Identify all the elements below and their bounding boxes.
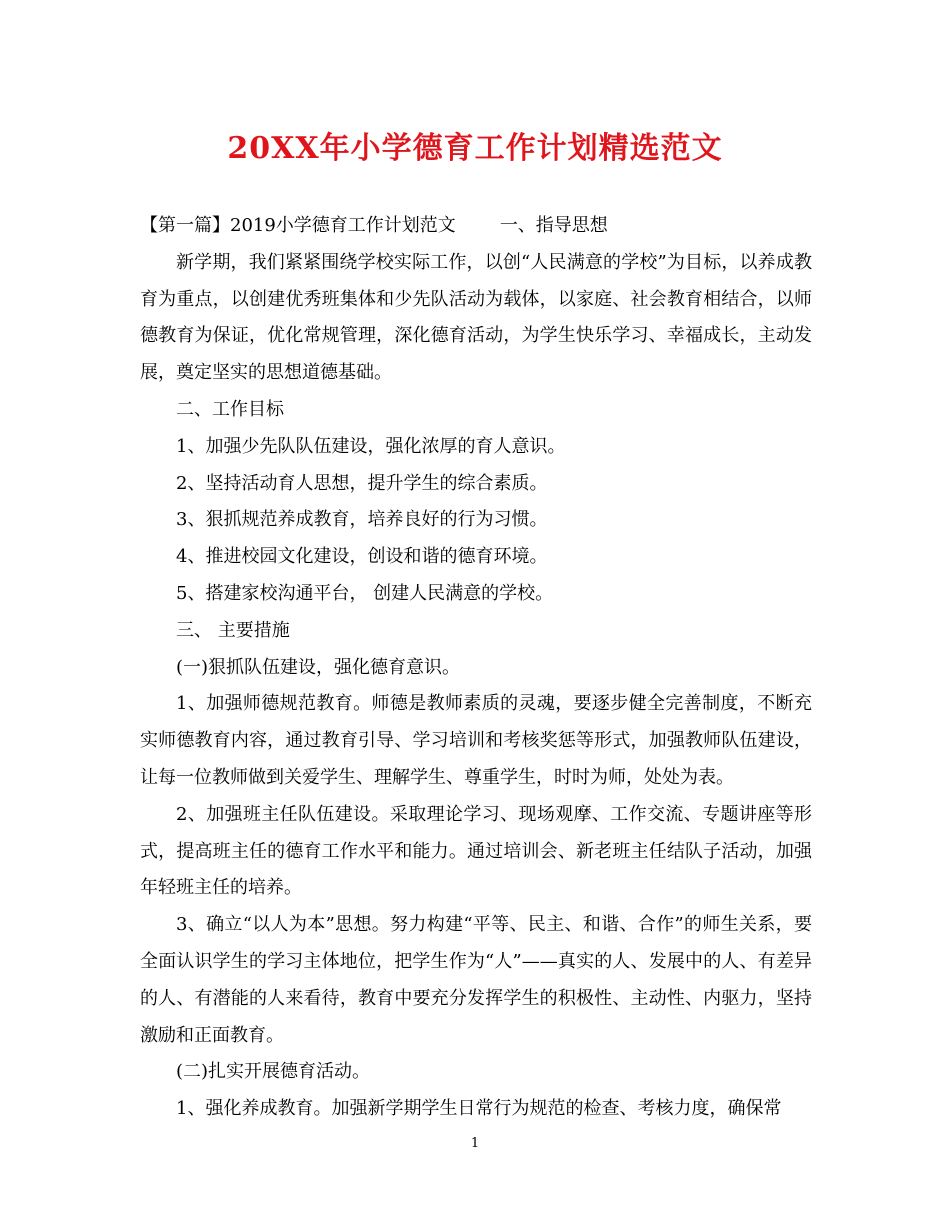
goal-item-5: 5、搭建家校沟通平台， 创建人民满意的学校。 [176,582,554,604]
paragraph-guiding-thought: 新学期，我们紧紧围绕学校实际工作，以创“人民满意的学校”为目标，以养成教育为重点，以创建优秀班集体和少先队活动为载体，以家庭、社会教育相结合，以师德教育为保证，优化常规管理，深化德育活动，为学生快乐学习、幸福成长，主动发展，奠定坚实的思想道德基础。 [140,251,812,384]
section-heading [140,208,812,245]
section-label: 【第一篇】2019小学德育工作计划范文 [140,215,456,236]
heading-main-measures: 三、 主要措施 [176,619,290,641]
heading-work-goals: 二、工作目标 [176,398,284,420]
subheading-team-building: (一)狠抓队伍建设，强化德育意识。 [176,656,461,678]
goal-item-4: 4、推进校园文化建设，创设和谐的德育环境。 [176,546,548,568]
goal-item-3: 3、狠抓规范养成教育，培养良好的行为习惯。 [176,509,548,531]
subheading-moral-activities: (二)扎实开展德育活动。 [176,1061,371,1083]
paragraph-class-teacher: 2、加强班主任队伍建设。采取理论学习、现场观摩、工作交流、专题讲座等形式，提高班主任的德育工作水平和能力。通过培训会、新老班主任结队子活动，加强年轻班主任的培养。 [140,803,812,899]
section-first-heading: 一、指导思想 [499,215,608,236]
document-title: 20XX年小学德育工作计划精选范文 [227,131,723,166]
document-body [140,208,812,1128]
goal-item-2: 2、坚持活动育人思想，提升学生的综合素质。 [176,472,548,494]
page-number: 1 [470,1136,480,1151]
paragraph-people-oriented: 3、确立“以人为本”思想。努力构建“平等、民主、和谐、合作”的师生关系，要全面认识学生的学习主体地位，把学生作为“人”——真实的人、发展中的人、有差异的人、有潜能的人来看待，教育中要充分发挥学生的积极性、主动性、内驱力，坚持激励和正面教育。 [140,914,812,1046]
goal-item-1: 1、加强少先队队伍建设，强化浓厚的育人意识。 [176,435,566,457]
paragraph-habit-education: 1、强化养成教育。加强新学期学生日常行为规范的检查、考核力度，确保常 [176,1098,782,1120]
paragraph-teacher-ethics: 1、加强师德规范教育。师德是教师素质的灵魂，要逐步健全完善制度，不断充实师德教育内容，通过教育引导、学习培训和考核奖惩等形式，加强教师队伍建设，让每一位教师做到关爱学生、理解学生、尊重学生，时时为师，处处为表。 [140,693,812,788]
